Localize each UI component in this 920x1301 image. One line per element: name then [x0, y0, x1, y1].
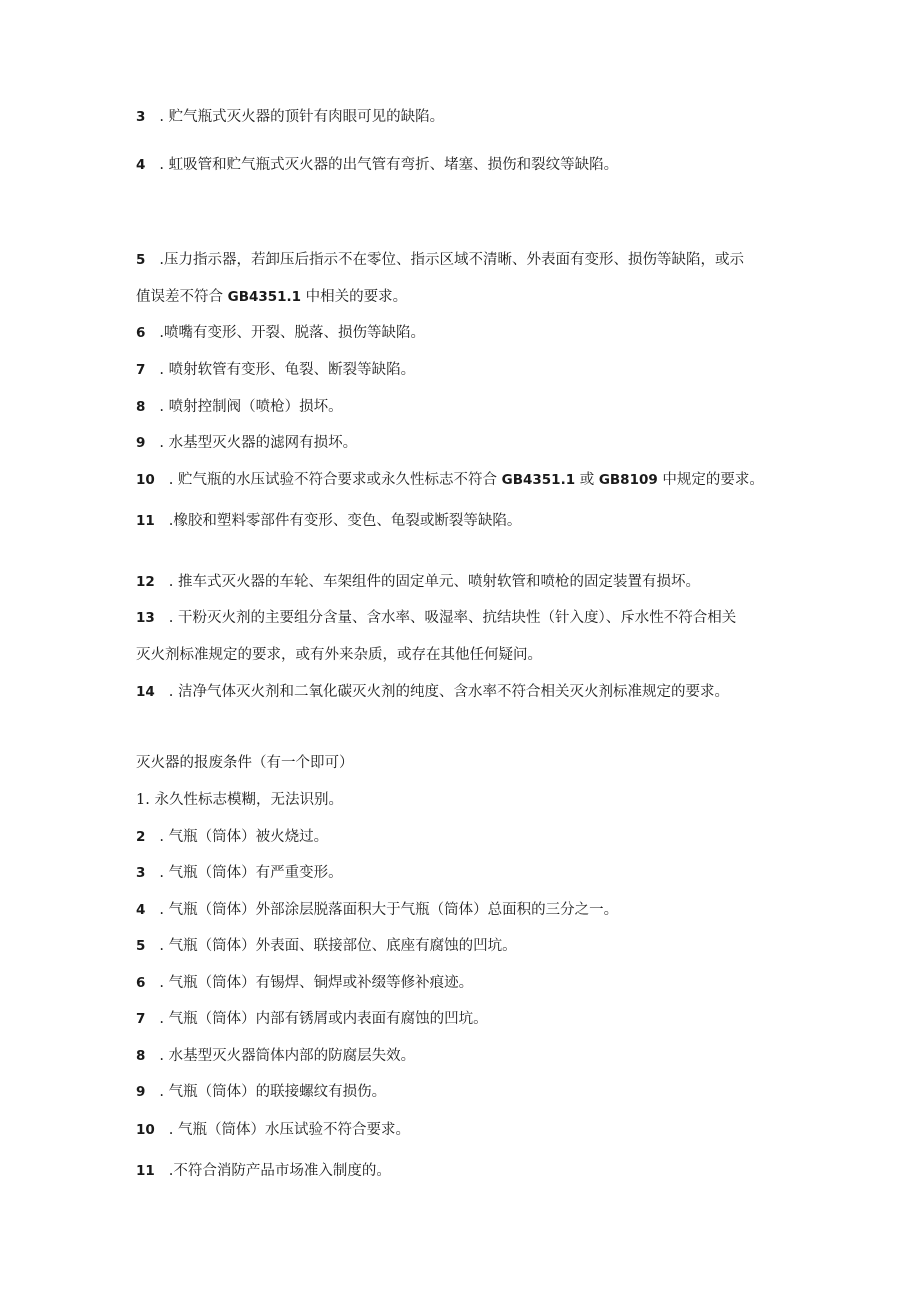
item-number: 7 [136, 1011, 146, 1027]
item-text: . 水基型灭火器的滤网有损坏。 [159, 435, 358, 451]
item-text: .不符合消防产品市场准入制度的。 [168, 1163, 391, 1179]
item-text: 或 [575, 472, 599, 488]
list-item [136, 1046, 796, 1066]
item-number: 6 [136, 325, 146, 341]
standard-code: GB4351.1 [227, 289, 302, 305]
item-text: . 喷射软管有变形、龟裂、断裂等缺陷。 [159, 362, 416, 378]
list-item [136, 572, 796, 592]
list-item: 1. 永久性标志模糊，无法识别。 [136, 792, 343, 808]
item-number: 7 [136, 362, 146, 378]
item-text: .喷嘴有变形、开裂、脱落、损伤等缺陷。 [159, 325, 426, 341]
list-item [136, 863, 796, 883]
item-number: 11 [136, 513, 155, 529]
list-item [136, 973, 796, 993]
list-item [136, 397, 796, 417]
list-item [136, 433, 796, 453]
item-text: . 气瓶（筒体）被火烧过。 [159, 829, 329, 845]
list-item [136, 511, 796, 531]
item-number: 9 [136, 435, 146, 451]
item-text: . 虹吸管和贮气瓶式灭火器的出气管有弯折、堵塞、损伤和裂纹等缺陷。 [159, 157, 619, 173]
item-number: 2 [136, 829, 146, 845]
item-text: . 气瓶（筒体）内部有锈屑或内表面有腐蚀的凹坑。 [159, 1011, 488, 1027]
item-number: 4 [136, 157, 146, 173]
item-text: . 气瓶（筒体）外部涂层脱落面积大于气瓶（筒体）总面积的三分之一。 [159, 902, 619, 918]
item-number: 14 [136, 684, 155, 700]
list-item-continuation [136, 287, 796, 307]
item-text: 中规定的要求。 [657, 472, 764, 488]
item-number: 11 [136, 1163, 155, 1179]
list-item [136, 323, 796, 343]
item-text: . 洁净气体灭火剂和二氧化碳灭火剂的纯度、含水率不符合相关灭火剂标准规定的要求。 [168, 684, 730, 700]
list-item [136, 682, 796, 702]
item-number: 3 [136, 109, 146, 125]
list-item [136, 155, 796, 175]
item-text: . 干粉灭火剂的主要组分含量、含水率、吸湿率、抗结块性（针入度）、斥水性不符合相关 [168, 610, 737, 626]
item-text: . 贮气瓶式灭火器的顶针有肉眼可见的缺陷。 [159, 109, 445, 125]
item-text: . 水基型灭火器筒体内部的防腐层失效。 [159, 1048, 416, 1064]
item-number: 13 [136, 610, 155, 626]
item-text: . 推车式灭火器的车轮、车架组件的固定单元、喷射软管和喷枪的固定装置有损坏。 [168, 574, 701, 590]
item-text: . 喷射控制阀（喷枪）损坏。 [159, 399, 343, 415]
item-number: 8 [136, 399, 146, 415]
item-text: . 气瓶（筒体）有严重变形。 [159, 865, 343, 881]
standard-code: GB4351.1 [501, 472, 576, 488]
list-item [136, 1120, 796, 1140]
section-title: 灭火器的报废条件（有一个即可） [136, 755, 354, 771]
item-number: 10 [136, 472, 155, 488]
list-item [136, 250, 796, 270]
list-item [136, 470, 796, 490]
item-text: . 气瓶（筒体）外表面、联接部位、底座有腐蚀的凹坑。 [159, 938, 517, 954]
item-number: 8 [136, 1048, 146, 1064]
item-text: . 气瓶（筒体）水压试验不符合要求。 [168, 1122, 411, 1138]
item-text: . 气瓶（筒体）有锡焊、铜焊或补缀等修补痕迹。 [159, 975, 474, 991]
item-number: 6 [136, 975, 146, 991]
list-item [136, 1082, 796, 1102]
item-text: 中相关的要求。 [301, 289, 408, 305]
list-item [136, 936, 796, 956]
item-text: .压力指示器，若卸压后指示不在零位、指示区域不清晰、外表面有变形、损伤等缺陷，或示 [159, 252, 745, 268]
item-text: 灭火剂标准规定的要求，或有外来杂质，或存在其他任何疑问。 [136, 647, 542, 663]
list-item [136, 360, 796, 380]
item-number: 4 [136, 902, 146, 918]
list-item [136, 900, 796, 920]
item-number: 5 [136, 938, 146, 954]
item-number: 10 [136, 1122, 155, 1138]
item-text: 值误差不符合 [136, 289, 228, 305]
list-item-continuation [136, 645, 796, 665]
list-item [136, 1009, 796, 1029]
item-text: .橡胶和塑料零部件有变形、变色、龟裂或断裂等缺陷。 [168, 513, 522, 529]
list-item [136, 608, 796, 628]
list-item [136, 1161, 796, 1181]
list-item [136, 827, 796, 847]
standard-code: GB8109 [598, 472, 658, 488]
item-number: 9 [136, 1084, 146, 1100]
item-number: 5 [136, 252, 146, 268]
list-item [136, 107, 796, 127]
item-number: 3 [136, 865, 146, 881]
item-number: 12 [136, 574, 155, 590]
item-text: . 气瓶（筒体）的联接螺纹有损伤。 [159, 1084, 387, 1100]
item-text: . 贮气瓶的水压试验不符合要求或永久性标志不符合 [168, 472, 502, 488]
